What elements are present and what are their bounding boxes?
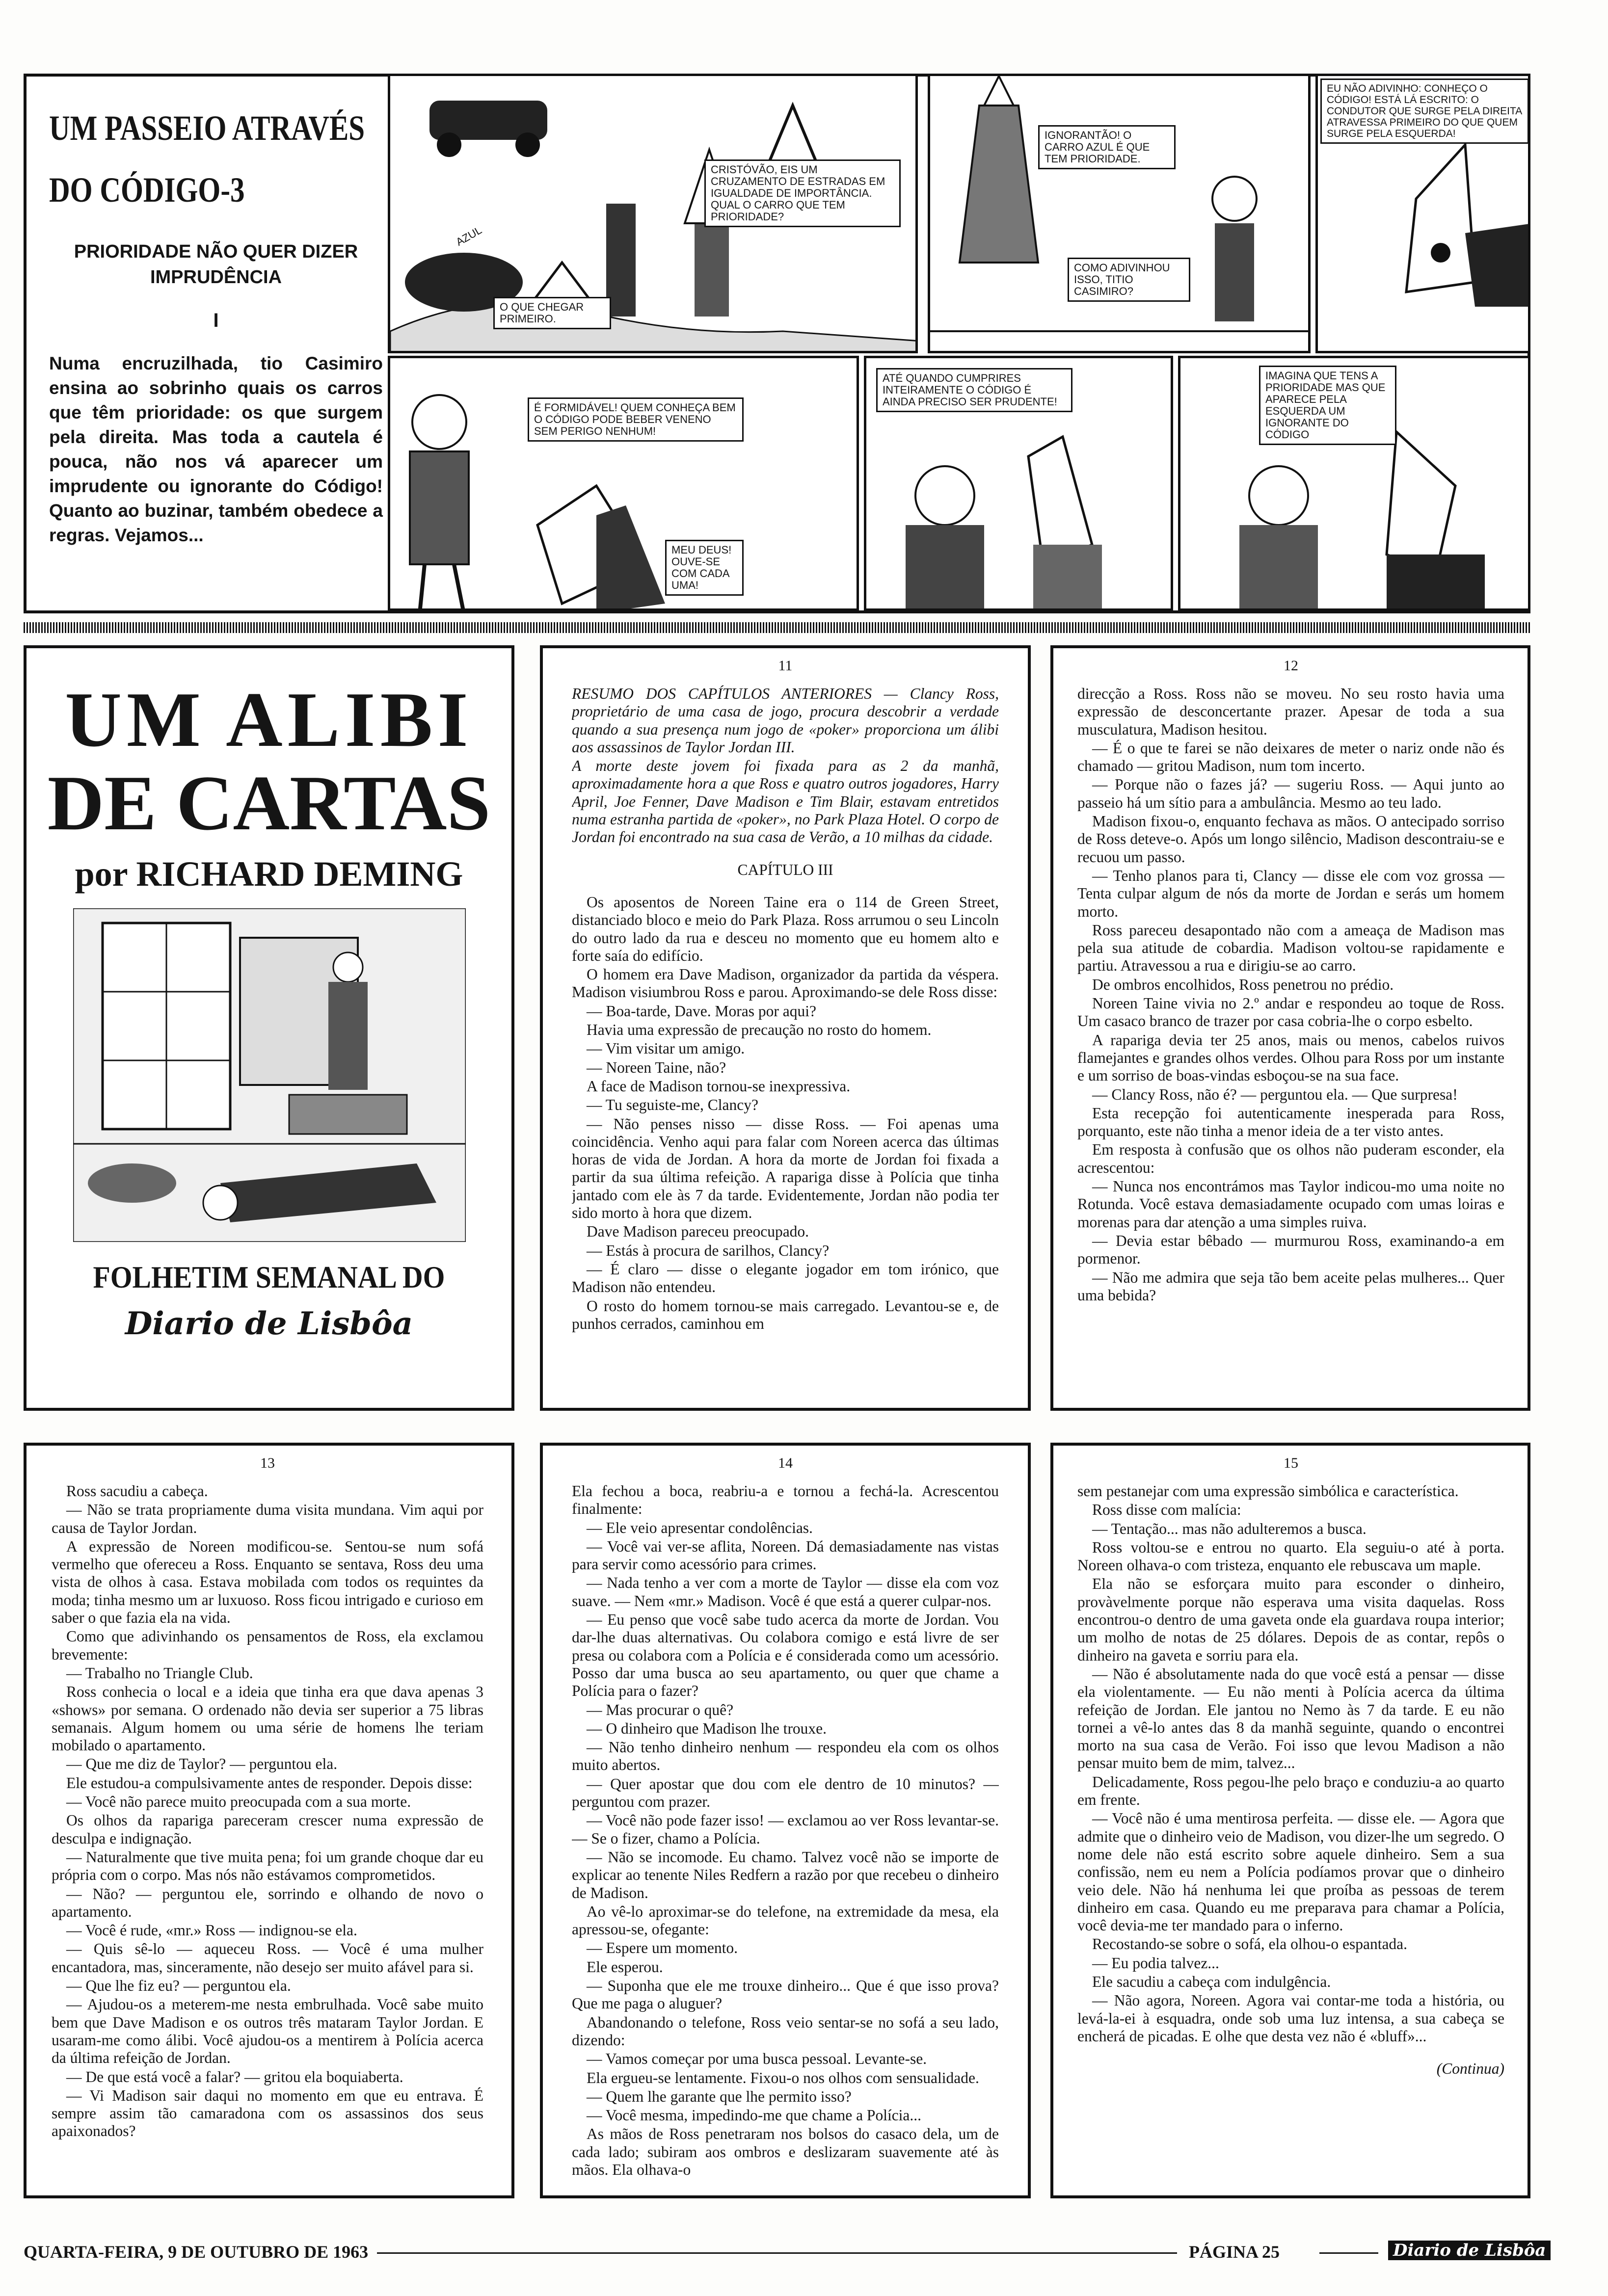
paragraph: Os olhos da rapariga pareceram crescer numa expressão de desculpa e indignação. [52, 1812, 483, 1847]
paragraph: A rapariga devia ter 25 anos, mais ou menos, cabelos ruivos flamejantes e grandes olhos verdes. Olhou para Ross por um instante e um sorriso de boas-vindas esboçou-se na sua face. [1077, 1031, 1504, 1084]
paragraph: — Você não parece muito preocupada com a sua morte. [66, 1793, 411, 1811]
paragraph: — Trabalho no Triangle Club. [66, 1664, 253, 1682]
paragraph: — De que está você a falar? — gritou ela boquiaberta. [66, 2068, 403, 2085]
paragraph: Como que adivinhando os pensamentos de Ross, ela exclamou brevemente: [52, 1628, 483, 1663]
paragraph: — Tu seguiste-me, Clancy? [587, 1096, 758, 1114]
paragraph: direcção a Ross. Ross não se moveu. No seu rosto havia uma expressão de desconcertante prazer. Apesar de toda a sua musculatura, Madison hesitou. [1077, 685, 1504, 738]
paragraph: — Você é rude, «mr.» Ross — indignou-se ela. [66, 1922, 357, 1939]
paragraph: — Vim visitar um amigo. [587, 1040, 745, 1057]
serial-illustration [73, 908, 466, 1242]
panel-3-bubble: EU NÃO ADIVINHO: CONHEÇO O CÓDIGO! ESTÁ LÁ ESCRITO: O CONDUTOR QUE SURGE PELA DIREITA ATRAVESSA PRIMEIRO DO QUE QUEM SURGE PELA ESQUERDA! [1320, 79, 1529, 144]
comic-numeral: I [213, 310, 219, 331]
paragraph: De ombros encolhidos, Ross penetrou no prédio. [1092, 976, 1394, 993]
column-number: 15 [1284, 1455, 1298, 1471]
paragraph: — Não se incomode. Eu chamo. Talvez você não se importe de explicar ao tenente Niles Redfern a razão por que recebeu o dinheiro de Madison. [572, 1848, 999, 1901]
paragraph: Ross conhecia o local e a ideia que tinha era que dava apenas 3 «shows» por semana. O ordenado não devia ser superior a 75 libras semanais. Algum homem ou uma série de homens lhe teriam mobilado o apartamento. [52, 1683, 483, 1754]
serial-footer-line2: Diario de Lisbôa [125, 1305, 413, 1342]
paragraph: — Boa-tarde, Dave. Moras por aqui? [587, 1002, 816, 1020]
paragraph: — O dinheiro que Madison lhe trouxe. [587, 1719, 827, 1737]
panel-4-bubble-2: MEU DEUS! OUVE-SE COM CADA UMA! [665, 540, 744, 596]
paragraph: Ross pareceu desapontado não com a ameaça de Madison mas pela sua atitude de cobardia. Madison voltou-se rapidamente e partiu. Atravessou a rua e dirigiu-se ao carro. [1077, 921, 1504, 975]
paragraph: Recostando-se sobre o sofá, ela olhou-o espantada. [1092, 1935, 1408, 1953]
paragraph: Ela ergueu-se lentamente. Fixou-o nos olhos com sensualidade. [587, 2069, 979, 2086]
comic-title-line1: UM PASSEIO ATRAVÉS [49, 108, 365, 148]
panel-5-bubble: ATÉ QUANDO CUMPRIRES INTEIRAMENTE O CÓDIGO É AINDA PRECISO SER PRUDENTE! [876, 368, 1072, 412]
panel-1-bubble-question: CRISTÓVÃO, EIS UM CRUZAMENTO DE ESTRADAS EM IGUALDADE DE IMPORTÂNCIA. QUAL O CARRO QUE TEM PRIORIDADE? [704, 159, 901, 227]
paragraph: — Você não é uma mentirosa perfeita. — disse ele. — Agora que admite que o dinheiro veio de Madison, vou dizer-lhe um segredo. O nome dele não está escrito sobre aquele dinheiro. Sem a sua confissão, nem eu nem a Polícia podíamos provar que o dinheiro veio dele. Não há nenhuma lei que proíba as pessoas de terem dinheiro em casa. Quando eu me preparava para chamar a Polícia, você devia-me ter mandado para o inferno. [1077, 1810, 1504, 1934]
panel-2-bubble-1: IGNORANTÃO! O CARRO AZUL É QUE TEM PRIORIDADE. [1038, 125, 1176, 169]
comic-intro-text: Numa encruzilhada, tio Casimiro ensina ao sobrinho quais os carros que têm prioridade: os que surgem pela direita. Mas toda a cautela é pouca, não nos vá aparecer um imprudente ou ignorante do Código! Quanto ao buzinar, também obedece a regras. Vejamos... [49, 353, 383, 545]
panel-1-bubble-azul: AZUL [454, 224, 484, 248]
paragraph: — Quer apostar que dou com ele dentro de 10 minutos? — perguntou com prazer. [572, 1775, 999, 1811]
paragraph: — Você não pode fazer isso! — exclamou ao ver Ross levantar-se. — Se o fizer, chamo a Polícia. [572, 1812, 999, 1847]
paragraph: Ela não se esforçara muito para esconder o dinheiro, provàvelmente porque não esperava uma visita daquelas. Ross encontrou-o dentro de uma gaveta onde ela guardava roupa interior; um molho de notas de 25 dólares. Depois de as contar, repôs o dinheiro na gaveta e sorriu para ela. [1077, 1575, 1504, 1664]
column-15 [1077, 1455, 1504, 2189]
panel-2-drawing [930, 76, 1311, 353]
footer-bar [24, 2238, 1546, 2267]
panel-4-bubble-1: É FORMIDÁVEL! QUEM CONHEÇA BEM O CÓDIGO PODE BEBER VENENO SEM PERIGO NENHUM! [528, 397, 744, 442]
paragraph: Ele sacudiu a cabeça com indulgência. [1092, 1973, 1331, 1991]
paragraph: — Eu podia talvez... [1092, 1954, 1219, 1972]
paragraph: — Nada tenho a ver com a morte de Taylor — disse ela com voz suave. — Nem «mr.» Madison. Você é que está a querer culpar-nos. [572, 1574, 999, 1610]
paragraph: Ele estudou-a compulsivamente antes de responder. Depois disse: [66, 1774, 473, 1792]
paragraph: — Não? — perguntou ele, sorrindo e olhando de novo o apartamento. [52, 1885, 483, 1920]
paragraph: — É o que te farei se não deixares de meter o nariz onde não és chamado — gritou Madison, num tom incerto. [1077, 739, 1504, 775]
paragraph: — Nunca nos encontrámos mas Taylor indicou-mo uma noite no Rotunda. Você estava demasiadamente ocupado com umas loiras e morenas para dar atenção a uma simples ruiva. [1077, 1178, 1504, 1231]
paragraph: A morte deste jovem foi fixada para as 2 da manhã, aproximadamente hora a que Ross e quatro outros jogadores, Harry April, Joe Fenner, Dave Madison e Tim Blair, estavam entretidos numa estranha partida de «poker», no Park Plaza Hotel. O corpo de Jordan foi encontrado na sua casa de Verão, a 10 milhas da cidade. [572, 757, 999, 846]
paragraph: — Você mesma, impedindo-me que chame a Polícia... [587, 2107, 922, 2124]
paragraph: Delicadamente, Ross pegou-lhe pelo braço e conduziu-a ao quarto em frente. [1077, 1773, 1504, 1809]
paragraph: Noreen Taine vivia no 2.º andar e respondeu ao toque de Ross. Um casaco branco de trazer por casa cobria-lhe o corpo esbelto. [1077, 995, 1504, 1030]
paragraph: — Espere um momento. [587, 1939, 738, 1957]
paragraph: — Você vai ver-se aflita, Noreen. Dá demasiadamente nas vistas para servir como acessório para crimes. [572, 1537, 999, 1573]
paragraph: — Noreen Taine, não? [587, 1058, 726, 1076]
paragraph: sem pestanejar com uma expressão simbólica e característica. [1077, 1482, 1459, 1500]
paragraph: — Não se trata propriamente duma visita mundana. Vim aqui por causa de Taylor Jordan. [52, 1501, 483, 1536]
comic-panel-4 [388, 356, 859, 611]
paragraph: — Tenho planos para ti, Clancy — disse ele com voz grossa — Tenta culpar algum de nós da morte de Jordan e serás um homem morto. [1077, 867, 1504, 920]
paragraph: Ross sacudiu a cabeça. [66, 1482, 208, 1500]
paragraph: — Clancy Ross, não é? — perguntou ela. — Que surpresa! [1092, 1085, 1458, 1103]
column-12 [1077, 658, 1504, 1399]
comic-panel-1 [388, 74, 918, 353]
paragraph: — Suponha que ele me trouxe dinheiro... Que é que isso prova? Que me paga o aluguer? [572, 1977, 999, 2012]
paragraph: Ele esperou. [587, 1958, 663, 1976]
paragraph: RESUMO DOS CAPÍTULOS ANTERIORES — Clancy Ross, proprietário de uma casa de jogo, procura descobrir a verdade quando a sua presença num jogo de «poker» proporciona um álibi aos assassinos de Taylor Jordan III. [572, 685, 999, 756]
column-number: 12 [1284, 658, 1298, 674]
panel-2-bubble-2: COMO ADIVINHOU ISSO, TITIO CASIMIRO? [1068, 258, 1190, 302]
column-number: 13 [260, 1455, 275, 1471]
paragraph: — Que me diz de Taylor? — perguntou ela. [66, 1755, 338, 1773]
footer-masthead: Diario de Lisbôa [1388, 2241, 1551, 2260]
comic-title-line2: DO CÓDIGO-3 [49, 170, 245, 210]
paragraph: Ross voltou-se e entrou no quarto. Ela seguiu-o até à porta. Noreen olhava-o com tristeza, enquanto ele rebuscava um maple. [1077, 1538, 1504, 1574]
paragraph: Havia uma expressão de precaução no rosto do homem. [587, 1021, 932, 1039]
paragraph: Os aposentos de Noreen Taine era o 114 de Green Street, distanciado bloco e meio do Park Plaza. Ross arrumou o seu Lincoln do outro lado da rua e desceu no momento que eu homem alto e forte saía do edifício. [572, 893, 999, 964]
paragraph: Em resposta à confusão que os olhos não puderam esconder, ela acrescentou: [1077, 1141, 1504, 1176]
section-separator [24, 622, 1530, 633]
paragraph: — Não agora, Noreen. Agora vai contar-me toda a história, ou levá-la-ei à esquadra, onde sob uma luz intensa, a sua cabeça se encherá de picadas. E olhe que desta vez não é «bluff»... [1077, 1992, 1504, 2045]
footer-rule-left [377, 2252, 1177, 2254]
paragraph: — Ele veio apresentar condolências. [587, 1519, 813, 1536]
column-11 [572, 658, 999, 1399]
paragraph: — Devia estar bêbado — murmurou Ross, examinando-a em pormenor. [1077, 1232, 1504, 1267]
footer-page: PÁGINA 25 [1182, 2242, 1286, 2262]
comic-intro [49, 106, 383, 548]
column-13 [52, 1455, 483, 2189]
paragraph: Madison fixou-o, enquanto fechava as mãos. O antecipado sorriso de Ross deteve-o. Após um longo silêncio, Madison descontraiu-se e recuou um passo. [1077, 813, 1504, 866]
paragraph: A expressão de Noreen modificou-se. Sentou-se num sofá vermelho que ofereceu a Ross. Enquanto se sentava, Ross deu uma vista de olhos à casa. Estava mobilada com todos os requintes da moda; tinha mesmo um ar luxuoso. Ross ficou intrigado e curioso em saber o que fazia ela na vida. [52, 1537, 483, 1627]
serial-title-box [24, 645, 514, 1411]
serial-author: por RICHARD DEMING [75, 854, 463, 894]
column-number: 14 [778, 1455, 793, 1471]
column-number: 11 [778, 658, 793, 674]
serial-title-line2: DE CARTAS [47, 759, 491, 846]
comic-panel-6 [1178, 356, 1530, 611]
paragraph: — Não penses nisso — disse Ross. — Foi apenas uma coincidência. Venho aqui para falar com Noreen acerca das últimas horas de vida de Jordan. A hora da morte de Jordan foi fixada a partir da sua última refeição. A rapariga disse à Polícia que tinha jantado com ele às 7 da tarde. Evidentemente, Jordan não podia ter sido morto à hora que dizem. [572, 1115, 999, 1222]
paragraph: — Quis sê-lo — aqueceu Ross. — Você é uma mulher encantadora, mas, sinceramente, não desejo ser muito afável para si. [52, 1940, 483, 1976]
panel-1-bubble-answer: O QUE CHEGAR PRIMEIRO. [493, 297, 611, 329]
panel-4-drawing [390, 358, 859, 611]
paragraph: CAPÍTULO III [737, 861, 833, 878]
paragraph: O rosto do homem tornou-se mais carregado. Levantou-se e, de punhos cerrados, caminhou em [572, 1297, 999, 1332]
paragraph: — Não me admira que seja tão bem aceite pelas mulheres... Quer uma bebida? [1077, 1268, 1504, 1304]
paragraph: — É claro — disse o elegante jogador em tom irónico, que Madison não entendeu. [572, 1260, 999, 1296]
serial-title-line1: UM ALIBI [65, 676, 473, 763]
column-14 [572, 1455, 999, 2189]
paragraph: — Quem lhe garante que lhe permito isso? [587, 2087, 852, 2105]
paragraph: — Ajudou-os a meterem-me nesta embrulhada. Você sabe muito bem que Dave Madison e os outros três mataram Taylor Jordan. E usaram-me como álibi. Você ajudou-os a mentirem à Polícia acerca da última refeição de Jordan. [52, 1996, 483, 2067]
paragraph: A face de Madison tornou-se inexpressiva. [587, 1077, 851, 1095]
paragraph: — Não é absolutamente nada do que você está a pensar — disse ela violentamente. — Eu não menti à Polícia acerca da última refeição de Jordan. Ele jantou no Nemo às 7 da tarde. E eu não tornei a vê-lo antes das 8 da manhã seguinte, quando o encontrei morto na sua casa de Verão. Foi isso que levou Madison a não pensar muito bem de mim, talvez... [1077, 1665, 1504, 1772]
serial-footer-line1: FOLHETIM SEMANAL DO [93, 1260, 445, 1294]
panel-6-bubble: IMAGINA QUE TENS A PRIORIDADE MAS QUE APARECE PELA ESQUERDA UM IGNORANTE DO CÓDIGO [1259, 366, 1396, 445]
paragraph: — Naturalmente que tive muita pena; foi um grande choque dar eu própria com o corpo. Mas nós não estávamos comprometidos. [52, 1848, 483, 1884]
paragraph: Ao vê-lo aproximar-se do telefone, na extremidade da mesa, ela apressou-se, ofegante: [572, 1902, 999, 1938]
paragraph: — Não tenho dinheiro nenhum — respondeu ela com os olhos muito abertos. [572, 1739, 999, 1774]
paragraph: — Vamos começar por uma busca pessoal. Levante-se. [587, 2050, 927, 2068]
paragraph: — Eu penso que você sabe tudo acerca da morte de Jordan. Vou dar-lhe duas alternativas. Ou colabora comigo e está livre de ser presa ou colabora com a Polícia e é considerada como um acessório. Posso dar uma busca ao seu apartamento, ou quer que chame a Polícia para o fazer? [572, 1611, 999, 1700]
comic-panel-2 [928, 74, 1311, 353]
paragraph: (Continua) [1436, 2060, 1504, 2078]
paragraph: Dave Madison pareceu preocupado. [587, 1223, 809, 1240]
paragraph: — Que lhe fiz eu? — perguntou ela. [66, 1977, 291, 1995]
paragraph: Esta recepção foi autenticamente inesperada para Ross, porquanto, este não tinha a menor ideia de a ter visto antes. [1077, 1104, 1504, 1140]
paragraph: As mãos de Ross penetraram nos bolsos do casaco dela, um de cada lado; subiram aos ombros e deslizaram suavemente até às mãos. Ela olhava-o [572, 2125, 999, 2178]
paragraph: — Mas procurar o quê? [587, 1701, 734, 1718]
paragraph: Abandonando o telefone, Ross veio sentar-se no sofá a seu lado, dizendo: [572, 2013, 999, 2049]
paragraph: Ross disse com malícia: [1092, 1501, 1241, 1519]
comic-panel-5 [864, 356, 1173, 611]
paragraph: — Vi Madison sair daqui no momento em que eu entrava. É sempre assim tão camaradona com os assassinos dos seus apaixonados? [52, 2086, 483, 2140]
footer-date: QUARTA-FEIRA, 9 DE OUTUBRO DE 1963 [24, 2242, 375, 2262]
paragraph: Ela fechou a boca, reabriu-a e tornou a fechá-la. Acrescentou finalmente: [572, 1482, 999, 1518]
paragraph: — Porque não o fazes já? — sugeriu Ross. — Aqui junto ao passeio há um sítio para a ambulância. Mesmo ao teu lado. [1077, 776, 1504, 811]
paragraph: — Tentação... mas não adulteremos a busca. [1092, 1520, 1367, 1537]
footer-rule-right [1319, 2252, 1378, 2254]
comic-subtitle: PRIORIDADE NÃO QUER DIZER IMPRUDÊNCIA [74, 241, 358, 288]
paragraph: — Estás à procura de sarilhos, Clancy? [587, 1241, 830, 1259]
comic-panel-3 [1315, 74, 1530, 353]
paragraph: O homem era Dave Madison, organizador da partida da véspera. Madison visiumbrou Ross e parou. Aproximando-se dele Ross disse: [572, 966, 999, 1001]
